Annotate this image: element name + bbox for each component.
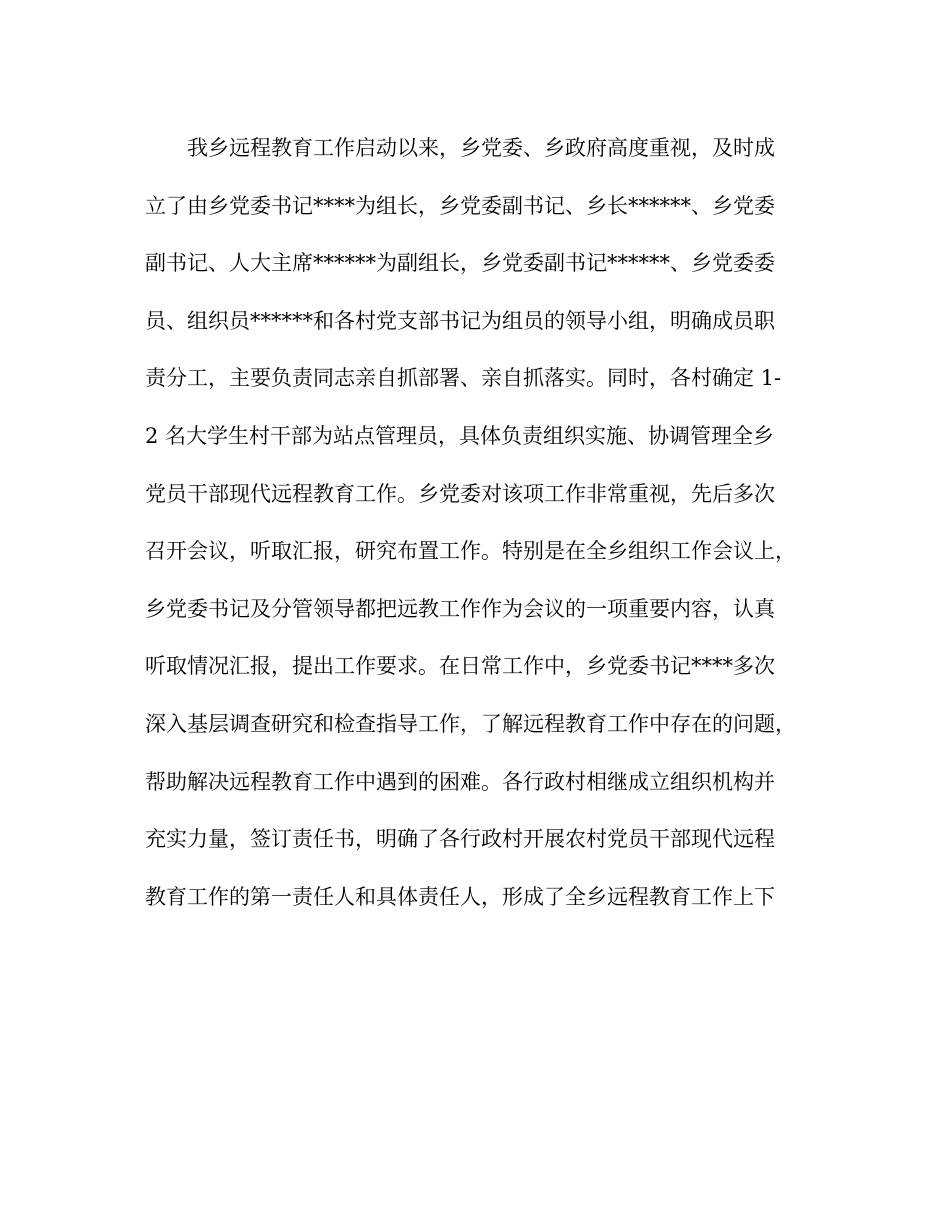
paragraph-line: 深入基层调查研究和检查指导工作，了解远程教育工作中存在的问题， — [145, 711, 796, 736]
paragraph-line: 员、组织员******和各村党支部书记为组员的领导小组，明确成员职 — [145, 308, 775, 333]
body-paragraph — [145, 120, 810, 926]
paragraph-line: 我乡远程教育工作启动以来，乡党委、乡政府高度重视，及时成 — [187, 136, 775, 160]
paragraph-line: 党员干部现代远程教育工作。乡党委对该项工作非常重视，先后多次 — [145, 481, 775, 506]
paragraph-line: 帮助解决远程教育工作中遇到的困难。各行政村相继成立组织机构并 — [145, 769, 775, 794]
paragraph-line: 召开会议，听取汇报，研究布置工作。特别是在全乡组织工作会议上， — [145, 539, 796, 564]
paragraph-line: 教育工作的第一责任人和具体责任人，形成了全乡远程教育工作上下 — [145, 884, 775, 909]
paragraph-line: 听取情况汇报，提出工作要求。在日常工作中，乡党委书记****多次 — [145, 654, 775, 679]
paragraph-line: 2 名大学生村干部为站点管理员，具体负责组织实施、协调管理全乡 — [145, 423, 775, 448]
paragraph-line: 乡党委书记及分管领导都把远教工作作为会议的一项重要内容，认真 — [145, 596, 775, 621]
paragraph-line: 立了由乡党委书记****为组长，乡党委副书记、乡长******、乡党委 — [145, 193, 775, 218]
paragraph-line: 充实力量，签订责任书，明确了各行政村开展农村党员干部现代远程 — [145, 827, 775, 852]
paragraph-line: 责分工，主要负责同志亲自抓部署、亲自抓落实。同时，各村确定 1- — [145, 366, 782, 391]
paragraph-line: 副书记、人大主席******为副组长，乡党委副书记******、乡党委委 — [145, 251, 775, 276]
